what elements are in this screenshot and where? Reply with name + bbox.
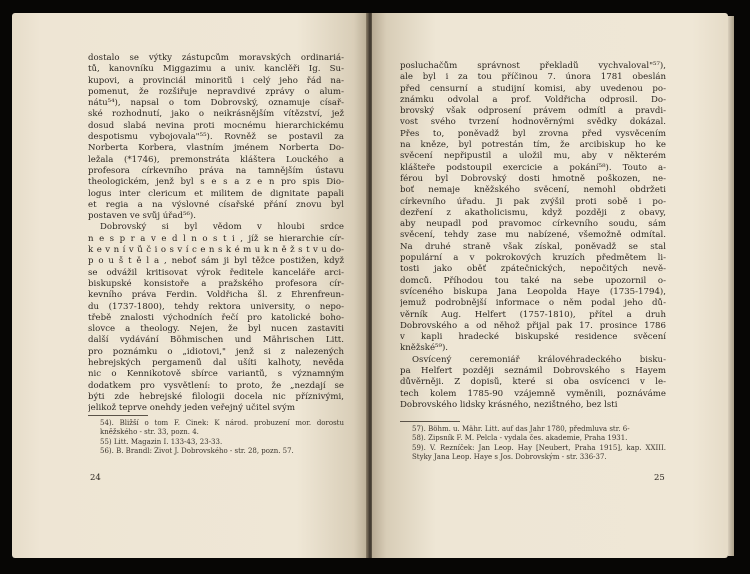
text-line: pro poznámku o „idiotovi," jenž si z nalezených <box>88 346 344 357</box>
text-line: další vydávání Böhmischen und Mährischen Litt. <box>88 335 344 346</box>
left-page-footnotes <box>88 411 344 457</box>
text-line: k e v n í v ů č i o s v í c e n s k é m u k n ě ž s t v u do- <box>88 245 344 256</box>
text-line: tosti jako oběť zpátečnických, nepočitých nevě- <box>400 264 666 275</box>
text-line: Osvícený ceremoniář královéhradeckého bisku- <box>412 354 666 365</box>
left-page-body <box>88 53 344 415</box>
text-line: třebě znalosti východních řečí pro katolické boho- <box>88 312 344 323</box>
text-line: klášteře podstoupil exercicie a pokání⁵⁸). Touto a- <box>400 162 666 173</box>
text-line: tech kolem 1785-90 vzájemně vyměnili, poznáváme <box>400 388 666 399</box>
text-line: svěcení nepřipustil a uložil mu, aby v některém <box>400 151 666 162</box>
footnote-rule <box>88 415 148 416</box>
text-line: biskupské konsistoře a pražského profesora cír- <box>88 278 344 289</box>
text-line: boť nemaje kněžského svěcení, nemohl obdržeti <box>400 185 666 196</box>
left-page-number: 24 <box>90 473 101 483</box>
text-line: despotismu vybojovala"⁵⁵). Rovněž se postavil za <box>88 132 344 143</box>
footnote: 59). V. Řezníček: Jan Leop. Hay [Neubert, Praha 1915], kap. XXIII. Styky Jana Leop. Haye s Jos. Dobrovským - str. 336-37. <box>412 443 666 462</box>
text-line: ské rozhodnutí, jako o neikrásnějším vítězství, jež <box>88 109 344 120</box>
text-line: brovský však odprosení právem odmítl a pravdi- <box>400 106 666 117</box>
footnote-rule <box>400 421 460 422</box>
text-line: dodatkem pro vysvětlení: to proto, že „nezdají se <box>88 380 344 391</box>
text-line: býti zde hebrejské filologii docela nic příznivými, <box>88 391 344 402</box>
text-line: ale byl i za tou příčinou 7. února 1781 obeslán <box>400 72 666 83</box>
text-line: kevního práva Ferdin. Voldřicha šl. z Ehrenfreun- <box>88 290 344 301</box>
text-line: vost svého tvrzení hodnověrnými svědky dokázal. <box>400 117 666 128</box>
text-line: v kapli hradecké biskupské residence svěcení <box>400 332 666 343</box>
text-line: logus inter clericum et militem de dignitate papali <box>88 188 344 199</box>
text-line: profesora církevního práva na tamnějším ústavu <box>88 165 344 176</box>
text-line: hebrejských pergamenů dal ušíti kalhoty, nevěda <box>88 358 344 369</box>
text-line: nic o Kennikotově sbírce variantů, s významným <box>88 369 344 380</box>
footnote: 55) Litt. Magazin I. 133-43, 23-33. <box>100 437 223 446</box>
page-edge <box>728 16 734 556</box>
text-line: svíceného biskupa Jana Leopolda Haye (1735-1794), <box>400 286 666 297</box>
text-line: před censurní a studijní komisi, aby uvedenou po- <box>400 83 666 94</box>
text-line: Dobrovského a od něhož přijal pak 17. prosince 1786 <box>400 320 666 331</box>
text-line: církevního úřadu. Ji pak zvýšil proti sobě i po- <box>400 196 666 207</box>
right-page-body <box>400 61 666 411</box>
text-line: věrník Aug. Helfert (1757-1810), přítel a druh <box>400 309 666 320</box>
text-line: Dobrovský si byl vědom v hloubi srdce <box>100 222 344 233</box>
text-line: Přes to, poněvadž byl zrovna před vysvěcením <box>400 128 666 139</box>
text-line: důvěrněji. Z dopisů, které si oba osvícenci v le- <box>400 377 666 388</box>
right-page-footnotes <box>400 417 666 463</box>
text-line: jemuž podrobnější informace o něm podal jeho dů- <box>400 298 666 309</box>
text-line: nátu⁵⁴), napsal o tom Dobrovský, oznamuje císař- <box>88 98 344 109</box>
text-line: dosud slabá nevina proti mocnému hierarchickému <box>88 120 344 131</box>
text-line: et regia a na výslovné císařské přání znovu byl <box>88 199 344 210</box>
text-line: známku odvolal a prof. Voldřicha odprosil. Do- <box>400 94 666 105</box>
text-line: slovce a theology. Nejen, že byl nucen zastaviti <box>88 324 344 335</box>
text-line: tů, kanovníku Miggazimu a univ. kanclěři Ig. Su- <box>88 64 344 75</box>
text-line: postaven ve svůj úřad⁵⁶). <box>88 211 196 222</box>
text-line: na kněze, byl potrestán tím, že arcibiskup ho ke <box>400 140 666 151</box>
text-line: aby neupadl pod pravomoc církevního soudu, sám <box>400 219 666 230</box>
text-line: pomenut, že rozšiřuje nepravdivé zprávy o alum- <box>88 86 344 97</box>
footnote: 56). B. Brandl: Život J. Dobrovského - str. 28, pozn. 57. <box>100 447 294 456</box>
text-line: domců. Příhodou tou také na sebe upozornil o- <box>400 275 666 286</box>
text-line: kupovi, a provinciál minoritů i celý jeho řád na- <box>88 75 344 86</box>
text-line: férou byl Dobrovský dosti hmotně poškozen, ne- <box>400 173 666 184</box>
right-page-number: 25 <box>654 473 665 483</box>
text-line: kněžské⁵⁹). <box>400 343 449 354</box>
text-line: Na druhé straně však získal, poněvadž se stal <box>400 241 666 252</box>
text-line: Dobrovského lidsky krásného, nezištného, bez lsti <box>400 399 618 410</box>
text-line: se odvážil kritisovat výrok ředitele kanceláře arci- <box>88 267 344 278</box>
text-line: populární a v pokrokových kruzích předmětem li- <box>400 253 666 264</box>
text-line: dostalo se výtky zástupcům moravských ordinariá- <box>88 53 344 63</box>
text-line: n e s p r a v e d l n o s t i , jíž se hierarchie cír- <box>88 233 344 244</box>
right-page <box>372 13 728 558</box>
footnote: 57). Böhm. u. Mähr. Litt. auf das Jahr 1780, předmluva str. 6- <box>412 425 630 433</box>
text-line: du (1737-1800), tehdy rektora university, o nepo- <box>88 301 344 312</box>
left-page <box>12 13 368 558</box>
text-line: dezření z akatholicismu, když později z obavy, <box>400 207 666 218</box>
text-line: ležala (*1746), premonstráta kláštera Louckého a <box>88 154 344 165</box>
text-line: jelikož teprve onehdy jeden veřejný učitel svým <box>88 403 296 414</box>
footnote: 54). Bližší o tom F. Cinek: K národ. probuzení mor. dorostu kněžského - str. 33, pozn. 4. <box>100 419 344 437</box>
footnote: 58). Zipsník F. M. Pelcla - vydala čes. akademie, Praha 1931. <box>412 434 628 443</box>
text-line: p o u š t ě l a , neboť sám ji byl těžce postižen, když <box>88 256 344 267</box>
text-line: theologickém, jenž byl s e s a z e n pro spis Dio- <box>88 177 344 188</box>
text-line: posluchačům správnost překladů vychvaloval"⁵⁷), <box>400 61 666 71</box>
text-line: Norberta Korbera, vlastním jménem Norberta Do- <box>88 143 344 154</box>
text-line: pa Helfert později seznámil Dobrovského s Hayem <box>400 366 666 377</box>
text-line: svěcení, tehdy zase mu nabízené, všemožně odmítal. <box>400 230 666 241</box>
